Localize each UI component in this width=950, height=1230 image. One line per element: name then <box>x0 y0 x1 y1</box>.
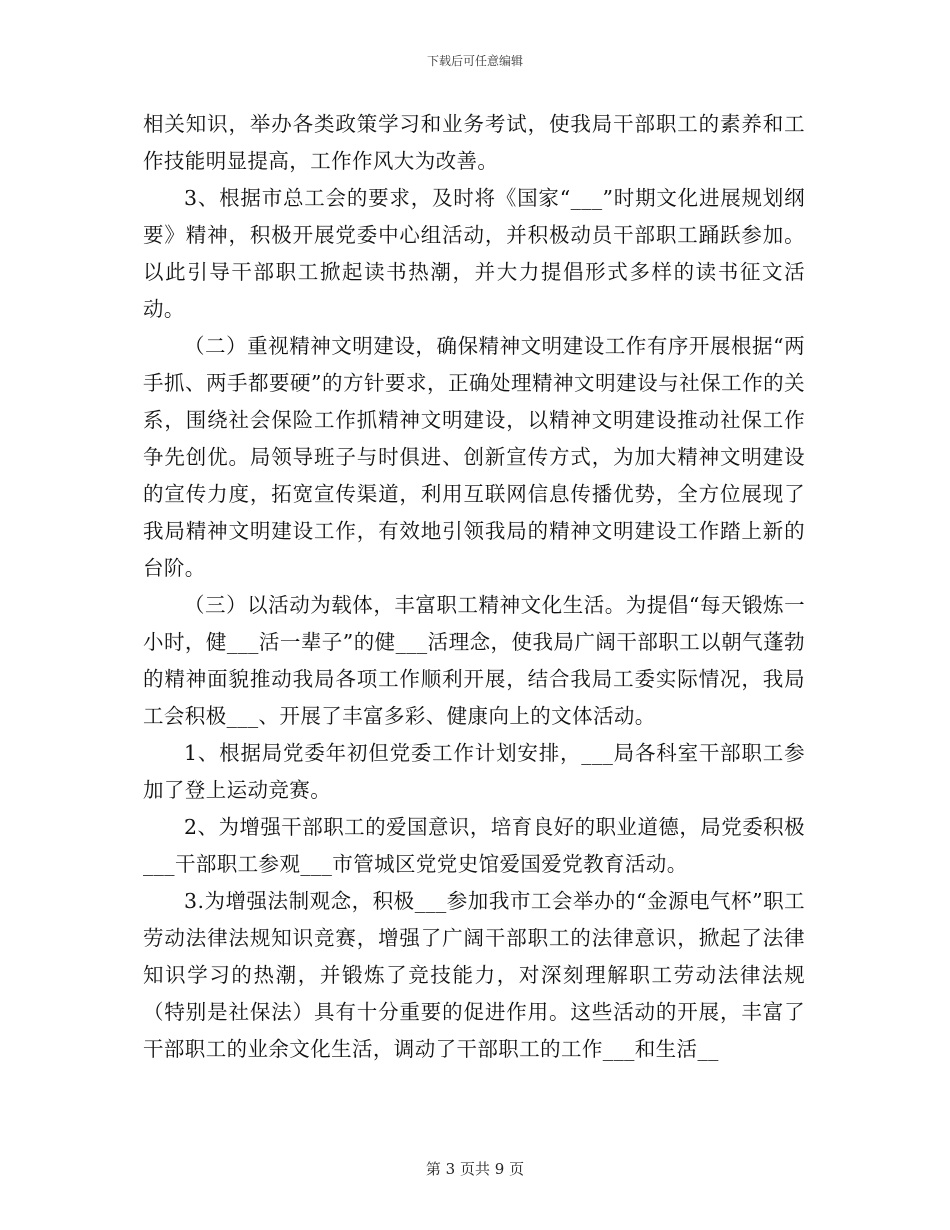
page-header: 下载后可任意编辑 <box>426 54 523 68</box>
paragraph-1: 相关知识，举办各类政策学习和业务考试，使我局干部职工的素养和工作技能明显提高，工作作风大为改善。 <box>143 112 805 173</box>
paragraph-5: 1、根据局党委年初但党委工作计划安排，___局各科室干部职工参加了登上运动竞赛。 <box>143 741 805 802</box>
paragraph-4: （三）以活动为载体，丰富职工精神文化生活。为提倡“每天锻炼一小时，健___活一辈子”的健___活理念，使我局广阔干部职工以朝气蓬勃的精神面貌推动我局各项工作顺利开展，结合我局工委实际情况，我局工会积极___、开展了丰富多彩、健康向上的文体活动。 <box>143 593 805 728</box>
paragraph-3: （二）重视精神文明建设，确保精神文明建设工作有序开展根据“两手抓、两手都要硬”的方针要求，正确处理精神文明建设与社保工作的关系，围绕社会保险工作抓精神文明建设，以精神文明建设推动社保工作争先创优。局领导班子与时俱进、创新宣传方式，为加大精神文明建设的宣传力度，拓宽宣传渠道，利用互联网信息传播优势，全方位展现了我局精神文明建设工作，有效地引领我局的精神文明建设工作踏上新的台阶。 <box>143 334 805 580</box>
paragraph-6: 2、为增强干部职工的爱国意识，培育良好的职业道德，局党委积极___干部职工参观___市管城区党党史馆爱国爱党教育活动。 <box>143 815 805 876</box>
page-number-footer: 第 3 页共 9 页 <box>425 1160 525 1178</box>
paragraph-7: 3.为增强法制观念，积极___参加我市工会举办的“金源电气杯”职工劳动法律法规知识竞赛，增强了广阔干部职工的法律意识，掀起了法律知识学习的热潮，并锻炼了竞技能力，对深刻理解职工劳动法律法规（特别是社保法）具有十分重要的促进作用。这些活动的开展，丰富了干部职工的业余文化生活，调动了干部职工的工作___和生活__ <box>143 889 805 1061</box>
paragraph-2: 3、根据市总工会的要求，及时将《国家“___”时期文化进展规划纲要》精神，积极开展党委中心组活动，并积极动员干部职工踊跃参加。以此引导干部职工掀起读书热潮，并大力提倡形式多样的读书征文活动。 <box>143 186 805 321</box>
document-body <box>143 106 805 1068</box>
